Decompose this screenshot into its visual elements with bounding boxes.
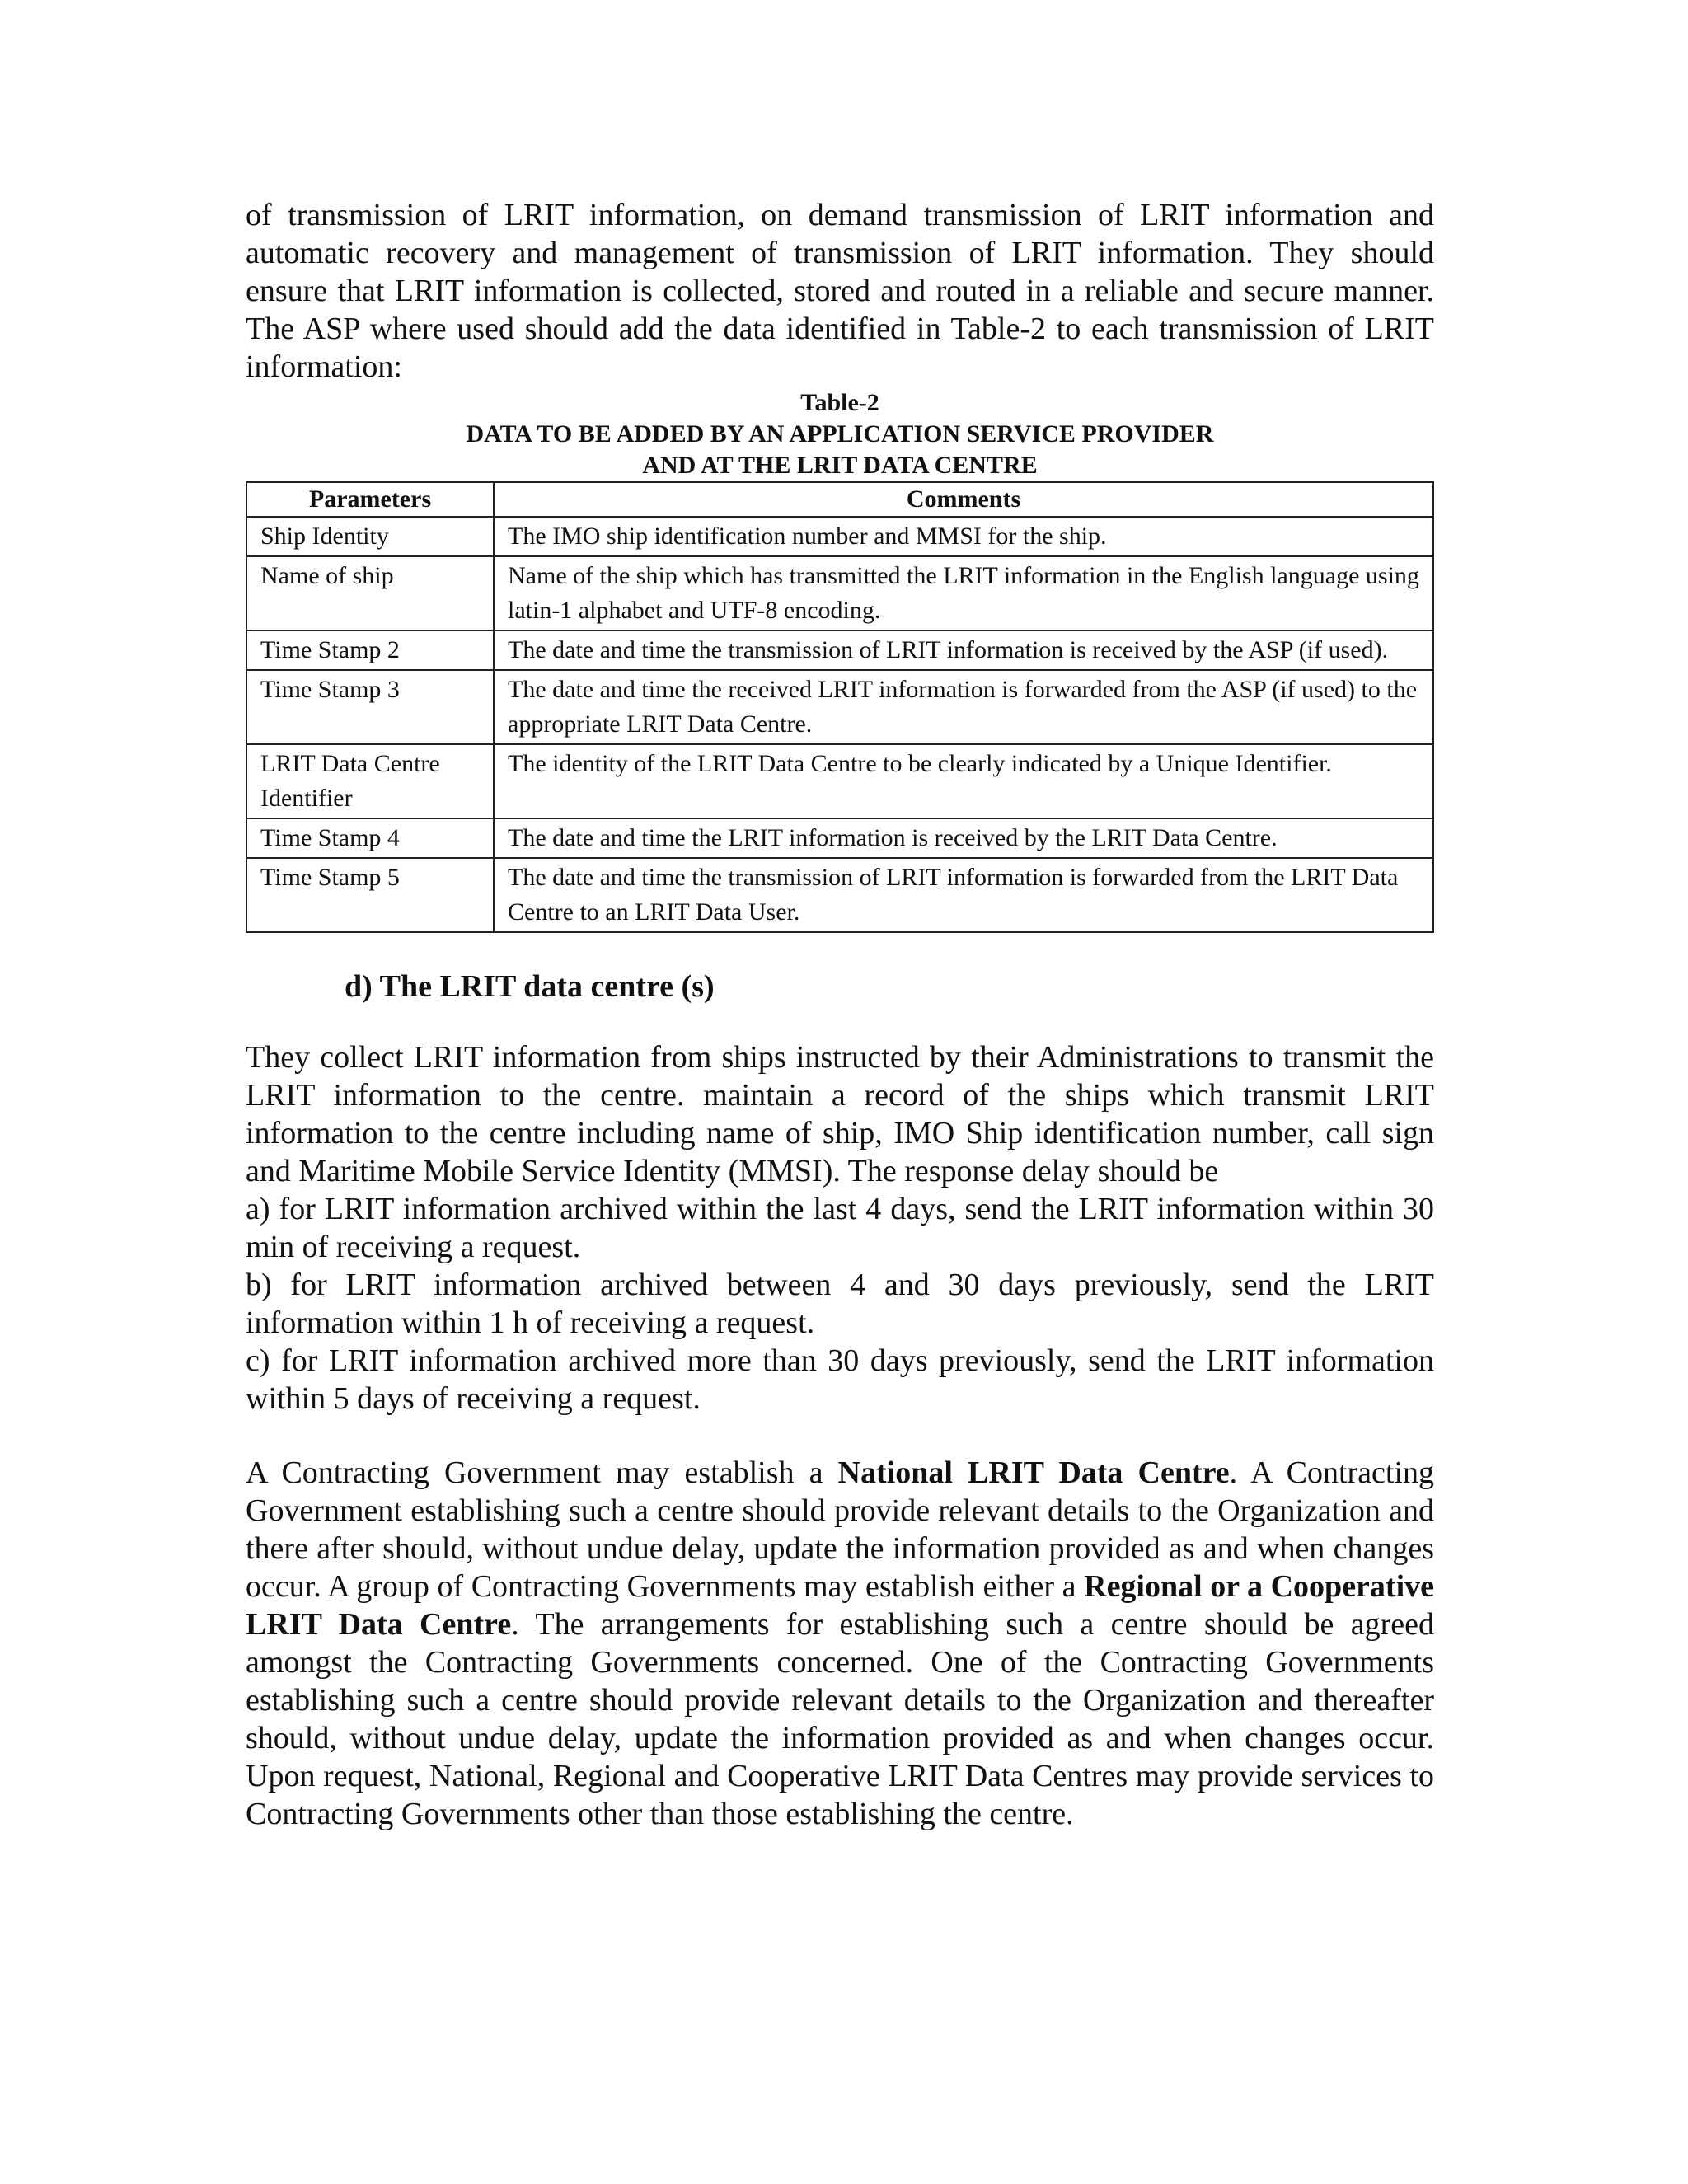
- bold-term-regional: Regional or a Cooperative LRIT Data Centre: [246, 1569, 1435, 1642]
- param-cell: LRIT Data Centre Identifier: [246, 744, 494, 818]
- comment-cell: The date and time the transmission of LRIT information is forwarded from the LRIT Data Centre to an LRIT Data User.: [494, 858, 1433, 932]
- section-heading: d) The LRIT data centre (s): [345, 969, 715, 1004]
- param-cell: Name of ship: [246, 556, 494, 630]
- comment-cell: The date and time the LRIT information is received by the LRIT Data Centre.: [494, 818, 1433, 858]
- header-parameters: Parameters: [246, 482, 494, 517]
- table-row: [246, 744, 1433, 818]
- comment-cell: The IMO ship identification number and MMSI for the ship.: [494, 517, 1433, 556]
- param-cell: Time Stamp 3: [246, 670, 494, 744]
- comment-cell: The date and time the transmission of LRIT information is received by the ASP (if used).: [494, 630, 1433, 670]
- param-cell: Time Stamp 5: [246, 858, 494, 932]
- table-row: [246, 630, 1433, 670]
- header-comments: Comments: [494, 482, 1433, 517]
- table-row: [246, 670, 1433, 744]
- table-row: [246, 818, 1433, 858]
- bold-term-national: National LRIT Data Centre: [837, 1455, 1230, 1490]
- para-text: . The arrangements for establishing such a centre should be agreed amongst the Contracting Governments concerned. One of the Contracting Governments establishing such a centre should provide relevant details to the Organization and thereafter should, without undue delay, update the information provided as and when changes occur. Upon request, National, Regional and Cooperative LRIT Data Centres may provide services to Contracting Governments other than those establishing the centre.: [246, 1607, 1434, 1831]
- param-cell: Ship Identity: [246, 517, 494, 556]
- comment-cell: The identity of the LRIT Data Centre to be clearly indicated by a Unique Identifier.: [494, 744, 1433, 818]
- lrit-data-table: [246, 481, 1434, 933]
- comment-cell: Name of the ship which has transmitted the LRIT information in the English language using latin-1 alphabet and UTF-8 encoding.: [494, 556, 1433, 630]
- response-delay-item-a: a) for LRIT information archived within the last 4 days, send the LRIT information within 30 min of receiving a request.: [246, 1192, 1434, 1264]
- para-text: A Contracting Government may establish a: [246, 1455, 838, 1490]
- comment-cell: The date and time the received LRIT information is forwarded from the ASP (if used) to the appropriate LRIT Data Centre.: [494, 670, 1433, 744]
- table-caption-title-line1: DATA TO BE ADDED BY AN APPLICATION SERVICE PROVIDER: [466, 420, 1214, 448]
- table-row: [246, 517, 1433, 556]
- contracting-government-paragraph: [246, 1454, 1434, 1833]
- table-row: [246, 858, 1433, 932]
- table-row: [246, 556, 1433, 630]
- document-page: [246, 196, 1434, 1833]
- intro-paragraph: of transmission of LRIT information, on demand transmission of LRIT information and automatic recovery and management of transmission of LRIT information. They should ensure that LRIT information is collected, stored and routed in a reliable and secure manner. The ASP where used should add the data identified in Table-2 to each transmission of LRIT information:: [246, 198, 1434, 384]
- table-caption-number: Table-2: [800, 389, 879, 416]
- table-caption-title-line2: AND AT THE LRIT DATA CENTRE: [642, 452, 1038, 479]
- para-text: . A Contracting Government establishing such a centre should provide relevant details to the Organization and there after should, without undue delay, update the information provided as and when changes occur. A group of Contracting Governments may establish either a: [246, 1455, 1435, 1604]
- param-cell: Time Stamp 4: [246, 818, 494, 858]
- table-header-row: [246, 482, 1433, 517]
- response-delay-item-b: b) for LRIT information archived between 4 and 30 days previously, send the LRIT information within 1 h of receiving a request.: [246, 1268, 1434, 1340]
- data-centre-paragraph: They collect LRIT information from ships instructed by their Administrations to transmit the LRIT information to the centre. maintain a record of the ships which transmit LRIT information to the centre including name of ship, IMO Ship identification number, call sign and Maritime Mobile Service Identity (MMSI). The response delay should be: [246, 1040, 1434, 1188]
- response-delay-item-c: c) for LRIT information archived more than 30 days previously, send the LRIT information within 5 days of receiving a request.: [246, 1343, 1434, 1416]
- param-cell: Time Stamp 2: [246, 630, 494, 670]
